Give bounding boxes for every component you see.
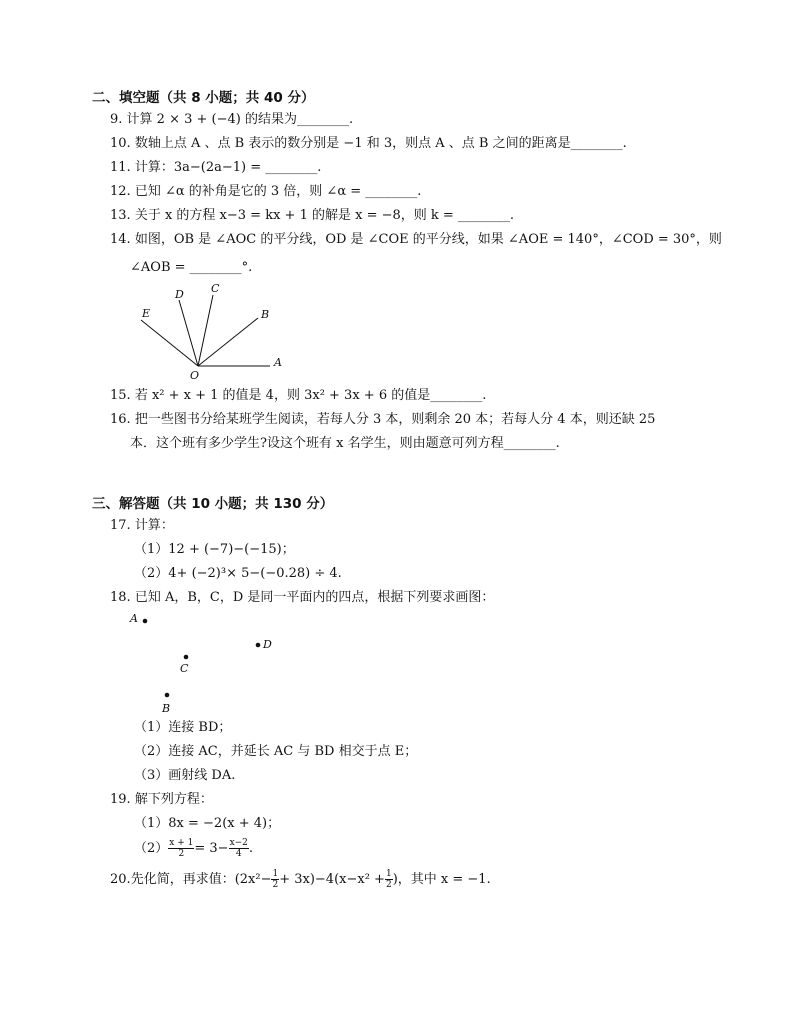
point-label-C: C: [180, 662, 189, 675]
question-number: 14.: [110, 232, 131, 247]
question-number: 19.: [110, 792, 131, 807]
question-text: 把一些图书分给某班学生阅读，若每人分 3 本，则剩余 20 本；若每人分 4 本，则还缺 25: [134, 412, 656, 427]
question-14-continuation: ∠AOB = ________°.: [130, 260, 253, 275]
fraction-x-minus-2-over-4: $\frac{x-2}{4}$: [229, 838, 248, 859]
point-A: [143, 619, 148, 624]
question-18-part-1: （1）连接 BD；: [134, 720, 232, 735]
question-number: 18.: [110, 590, 131, 605]
question-20: [110, 868, 491, 892]
question-number: 17.: [110, 518, 131, 533]
question-text: 已知 ∠α 的补角是它的 3 倍，则 ∠α = ________.: [134, 184, 422, 199]
point-B: [165, 693, 170, 698]
question-number: 11.: [110, 160, 131, 175]
question-16-continuation: 本．这个班有多少学生?设这个班有 x 名学生，则由题意可列方程________.: [130, 436, 560, 451]
question-10: [110, 136, 627, 152]
expr-part-c: )，其中 x = −1.: [392, 872, 491, 887]
question-16: [110, 412, 655, 428]
question-18: [110, 590, 494, 606]
question-14: [110, 232, 722, 248]
question-11: [110, 160, 321, 176]
point-C: [184, 655, 189, 660]
expr-part-a: (2x²−: [234, 872, 272, 887]
question-number: 13.: [110, 208, 131, 223]
question-19: [110, 792, 213, 808]
question-15: [110, 388, 486, 404]
question-text: 计算 2 × 3 + (−4) 的结果为________.: [126, 112, 354, 127]
question-13: [110, 208, 514, 224]
question-number: 16.: [110, 412, 131, 427]
question-19-part-2: [134, 838, 253, 860]
label-E: E: [142, 307, 151, 320]
question-text: 计算：: [134, 518, 174, 533]
question-text: 先化简，再求值：: [130, 872, 235, 887]
question-number: 12.: [110, 184, 131, 199]
question-text: 如图，OB 是 ∠AOC 的平分线，OD 是 ∠COE 的平分线，如果 ∠AOE = 140°，∠COD = 30°，则: [134, 232, 722, 247]
question-18-part-3: （3）画射线 DA.: [134, 768, 236, 783]
label-O: O: [190, 369, 200, 380]
question-18-part-2: （2）连接 AC，并延长 AC 与 BD 相交于点 E；: [134, 744, 418, 759]
question-9: [110, 112, 353, 128]
label-C: C: [211, 282, 220, 295]
label-D: D: [175, 288, 184, 301]
question-text: 已知 A，B，C，D 是同一平面内的四点，根据下列要求画图：: [134, 590, 495, 605]
point-label-B: B: [162, 702, 171, 715]
section-title-fill-in: 二、填空题（共 8 小题；共 40 分）: [92, 90, 315, 106]
question-number: 15.: [110, 388, 131, 403]
question-number: 9.: [110, 112, 123, 127]
point-label-A: A: [130, 612, 138, 625]
expr-part-b: + 3x)−4(x−x² +: [279, 872, 385, 887]
part-label: （2）: [134, 841, 169, 856]
question-19-part-1: （1）8x = −2(x + 4)；: [134, 816, 281, 831]
question-text: 关于 x 的方程 x−3 = kx + 1 的解是 x = −8，则 k = ________.: [134, 208, 515, 223]
points-figure: [124, 608, 284, 718]
point-D: [256, 643, 261, 648]
fraction-x-plus-1-over-2: $\frac{x + 1}{2}$: [169, 838, 194, 859]
question-17-part-2: （2）4+ (−2)³× 5−(−0.28) ÷ 4.: [134, 566, 342, 581]
section-title-solutions: 三、解答题（共 10 小题；共 130 分）: [92, 496, 334, 512]
fraction-one-half: $\frac{1}{2}$: [272, 869, 279, 890]
ray-OD: [179, 300, 198, 366]
angle-figure: [128, 280, 298, 380]
question-text: 若 x² + x + 1 的值是 4，则 3x² + 3x + 6 的值是________.: [134, 388, 487, 403]
label-A: A: [274, 356, 282, 369]
question-text: 数轴上点 A 、点 B 表示的数分别是 −1 和 3，则点 A 、点 B 之间的距离是________.: [134, 136, 627, 151]
fraction-one-half-2: $\frac{1}{2}$: [385, 869, 392, 890]
ray-OE: [141, 320, 198, 366]
question-number: 20.: [110, 872, 131, 887]
question-number: 10.: [110, 136, 131, 151]
point-label-D: D: [263, 638, 272, 651]
question-text: 计算：3a−(2a−1) = ________.: [134, 160, 322, 175]
period: .: [248, 841, 254, 856]
question-17-part-1: （1）12 + (−7)−(−15)；: [134, 542, 295, 557]
question-17: [110, 518, 174, 534]
equals-three-minus: = 3−: [194, 841, 229, 856]
label-B: B: [261, 308, 270, 321]
question-12: [110, 184, 421, 200]
question-text: 解下列方程：: [134, 792, 213, 807]
